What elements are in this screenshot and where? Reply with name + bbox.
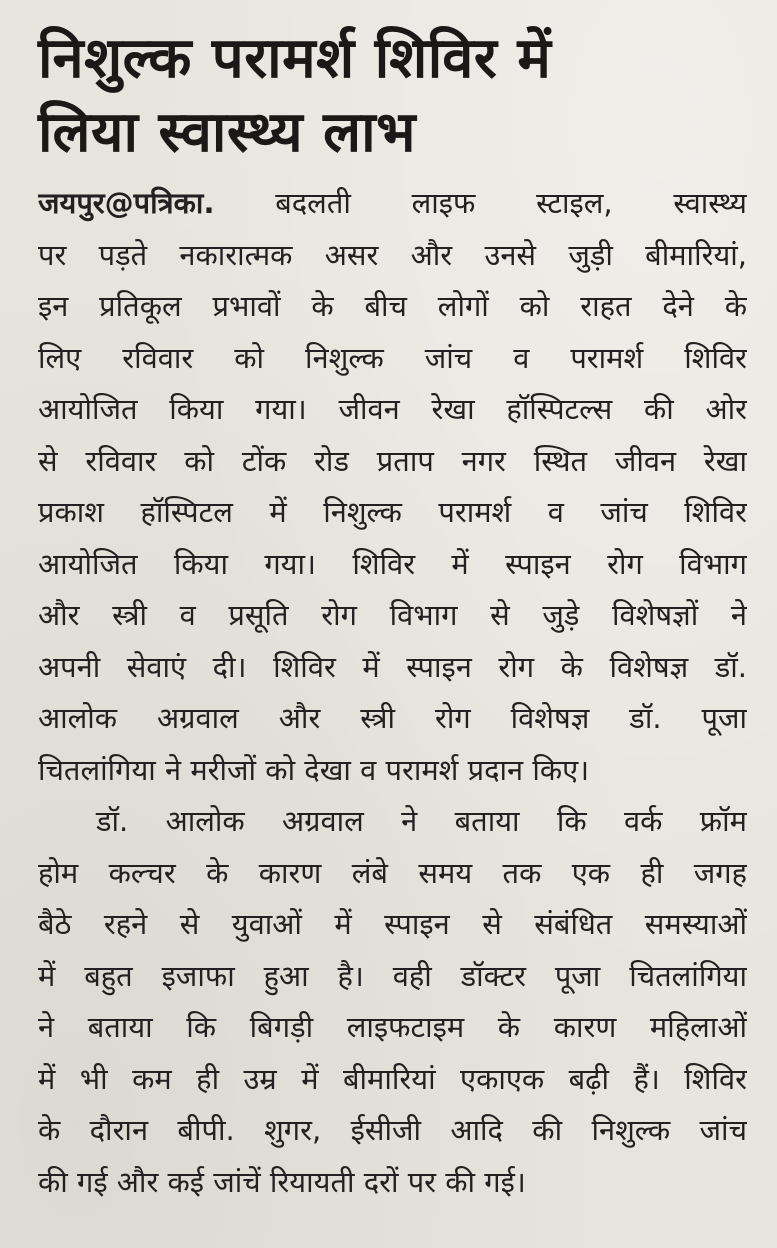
body-line-7: प्रकाश हॉस्पिटल में निशुल्क परामर्श व जांच शिविर [38,495,747,529]
body-line-8: आयोजित किया गया। शिविर में स्पाइन रोग विभाग [38,546,747,581]
dateline: जयपुर@पत्रिका. [38,186,215,220]
article-body [38,178,747,1208]
body-line-15: बैठे रहने से युवाओं में स्पाइन से संबंधित समस्याओं [38,907,747,941]
body-line-18: में भी कम ही उम्र में बीमारियां एकाएक बढ़ी हैं। शिविर [38,1061,747,1096]
body-line-2: पर पड़ते नकारात्मक असर और उनसे जुड़ी बीमारियां, [38,237,747,272]
headline-line-1: निशुल्क परामर्श शिविर में [38,26,552,91]
body-line-1-text: बदलती लाइफ स्टाइल, स्वास्थ्य [214,186,747,220]
body-line-9: और स्त्री व प्रसूति रोग विभाग से जुड़े विशेषज्ञों ने [38,598,747,632]
body-line-1 [38,178,747,230]
body-line-14: होम कल्चर के कारण लंबे समय तक एक ही जगह [38,855,747,890]
headline [38,22,747,170]
body-line-16: में बहुत इजाफा हुआ है। वही डॉक्टर पूजा चितलांगिया [38,958,747,993]
body-line-3: इन प्रतिकूल प्रभावों के बीच लोगों को राहत देने के [38,289,747,323]
body-line-19: के दौरान बीपी. शुगर, ईसीजी आदि की निशुल्क जांच [38,1113,747,1147]
body-line-11: आलोक अग्रवाल और स्त्री रोग विशेषज्ञ डॉ. पूजा [38,701,747,735]
body-line-13: डॉ. आलोक अग्रवाल ने बताया कि वर्क फ्रॉम [96,804,747,838]
body-line-20: की गई और कई जांचें रियायती दरों पर की गई। [38,1164,526,1199]
body-line-4: लिए रविवार को निशुल्क जांच व परामर्श शिविर [38,340,747,375]
body-line-6: से रविवार को टोंक रोड प्रताप नगर स्थित जीवन रेखा [38,443,747,478]
body-line-10: अपनी सेवाएं दी। शिविर में स्पाइन रोग के विशेषज्ञ डॉ. [38,649,747,684]
body-line-12: चितलांगिया ने मरीजों को देखा व परामर्श प्रदान किए। [38,752,590,787]
body-line-17: ने बताया कि बिगड़ी लाइफटाइम के कारण महिलाओं [38,1010,747,1044]
body-line-5: आयोजित किया गया। जीवन रेखा हॉस्पिटल्स की ओर [38,392,747,426]
headline-line-2: लिया स्वास्थ्य लाभ [38,100,416,165]
